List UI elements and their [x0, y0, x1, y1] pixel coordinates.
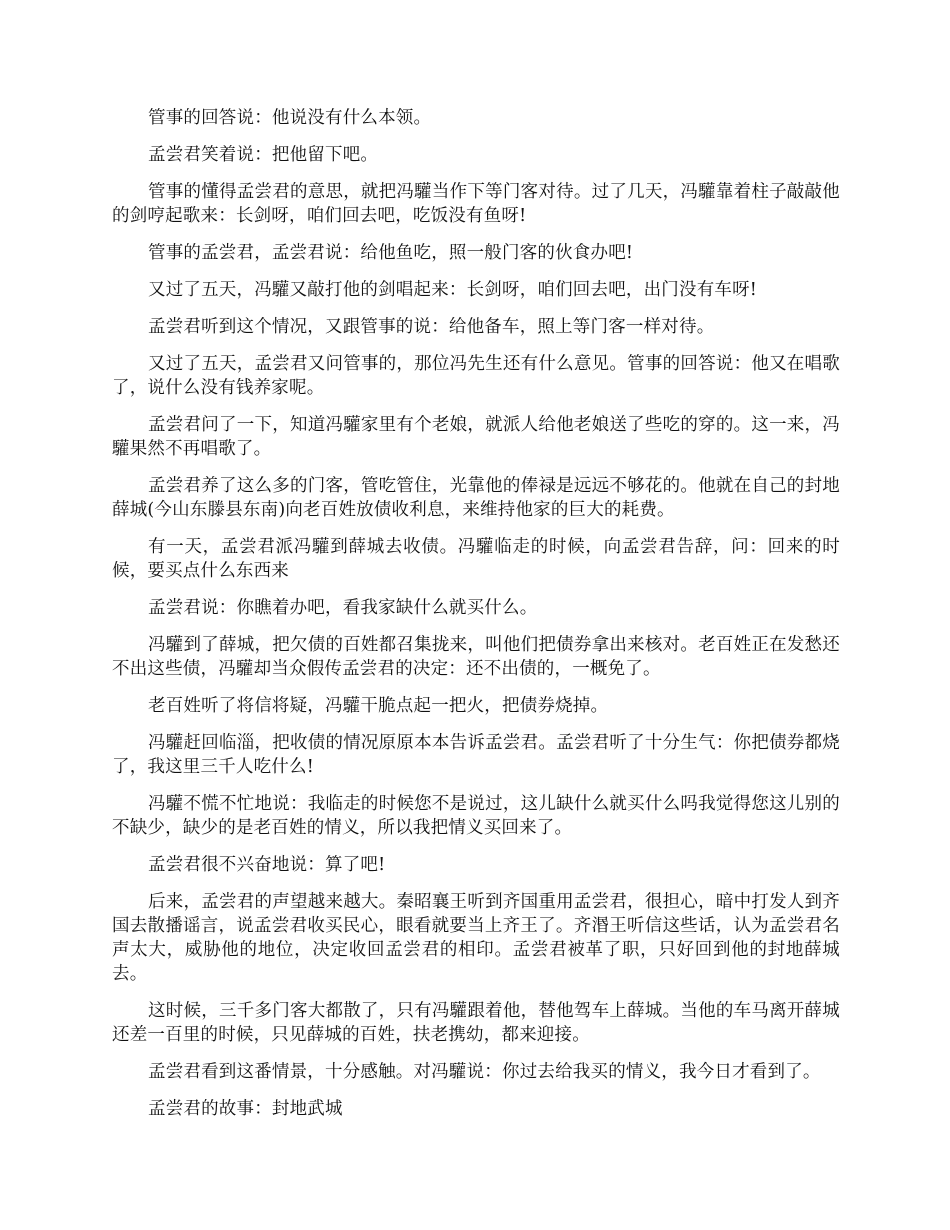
paragraph: 孟尝君很不兴奋地说：算了吧!	[148, 855, 386, 875]
paragraph: 孟尝君养了这么多的门客，管吃管住，光靠他的俸禄是远远不够花的。他就在自己的封地薛城(今山东滕县东南)向老百姓放债收利息，来维持他家的巨大的耗费。	[112, 476, 840, 520]
paragraph: 又过了五天，冯驩又敲打他的剑唱起来：长剑呀，咱们回去吧，出门没有车呀!	[148, 280, 758, 300]
paragraph: 管事的懂得孟尝君的意思，就把冯驩当作下等门客对待。过了几天，冯驩靠着柱子敲敲他的剑哼起歌来：长剑呀，咱们回去吧，吃饭没有鱼呀!	[112, 182, 840, 226]
paragraph: 孟尝君说：你瞧着办吧，看我家缺什么就买什么。	[148, 598, 538, 618]
paragraph: 老百姓听了将信将疑，冯驩干脆点起一把火，把债券烧掉。	[148, 696, 609, 716]
document-body	[112, 106, 840, 1134]
paragraph: 孟尝君问了一下，知道冯驩家里有个老娘，就派人给他老娘送了些吃的穿的。这一来，冯驩果然不再唱歌了。	[112, 415, 840, 459]
paragraph: 孟尝君听到这个情况，又跟管事的说：给他备车，照上等门客一样对待。	[148, 317, 715, 337]
paragraph: 管事的孟尝君，孟尝君说：给他鱼吃，照一般门客的伙食办吧!	[148, 243, 634, 263]
paragraph: 冯驩到了薛城，把欠债的百姓都召集拢来，叫他们把债券拿出来核对。老百姓正在发愁还不出这些债，冯驩却当众假传孟尝君的决定：还不出债的，一概免了。	[112, 635, 840, 679]
paragraph: 冯驩赶回临淄，把收债的情况原原本本告诉孟尝君。孟尝君听了十分生气：你把债券都烧了，我这里三千人吃什么!	[112, 733, 840, 777]
paragraph: 管事的回答说：他说没有什么本领。	[148, 108, 432, 128]
paragraph: 孟尝君笑着说：把他留下吧。	[148, 145, 379, 165]
section-heading: 孟尝君的故事：封地武城	[148, 1099, 343, 1119]
paragraph: 又过了五天，孟尝君又问管事的，那位冯先生还有什么意见。管事的回答说：他又在唱歌了，说什么没有钱养家呢。	[112, 354, 840, 398]
paragraph: 后来，孟尝君的声望越来越大。秦昭襄王听到齐国重用孟尝君，很担心，暗中打发人到齐国去散播谣言，说孟尝君收买民心，眼看就要当上齐王了。齐湣王听信这些话，认为孟尝君名声太大，威胁他的地位，决定收回孟尝君的相印。孟尝君被革了职，只好回到他的封地薛城去。	[112, 892, 840, 984]
paragraph: 这时候，三千多门客大都散了，只有冯驩跟着他，替他驾车上薛城。当他的车马离开薛城还差一百里的时候，只见薛城的百姓，扶老携幼，都来迎接。	[112, 1001, 840, 1045]
paragraph: 冯驩不慌不忙地说：我临走的时候您不是说过，这儿缺什么就买什么吗我觉得您这儿别的不缺少，缺少的是老百姓的情义，所以我把情义买回来了。	[112, 794, 840, 838]
paragraph: 有一天，孟尝君派冯驩到薛城去收债。冯驩临走的时候，向孟尝君告辞，问：回来的时候，要买点什么东西来	[112, 537, 840, 581]
paragraph: 孟尝君看到这番情景，十分感触。对冯驩说：你过去给我买的情义，我今日才看到了。	[148, 1062, 821, 1082]
